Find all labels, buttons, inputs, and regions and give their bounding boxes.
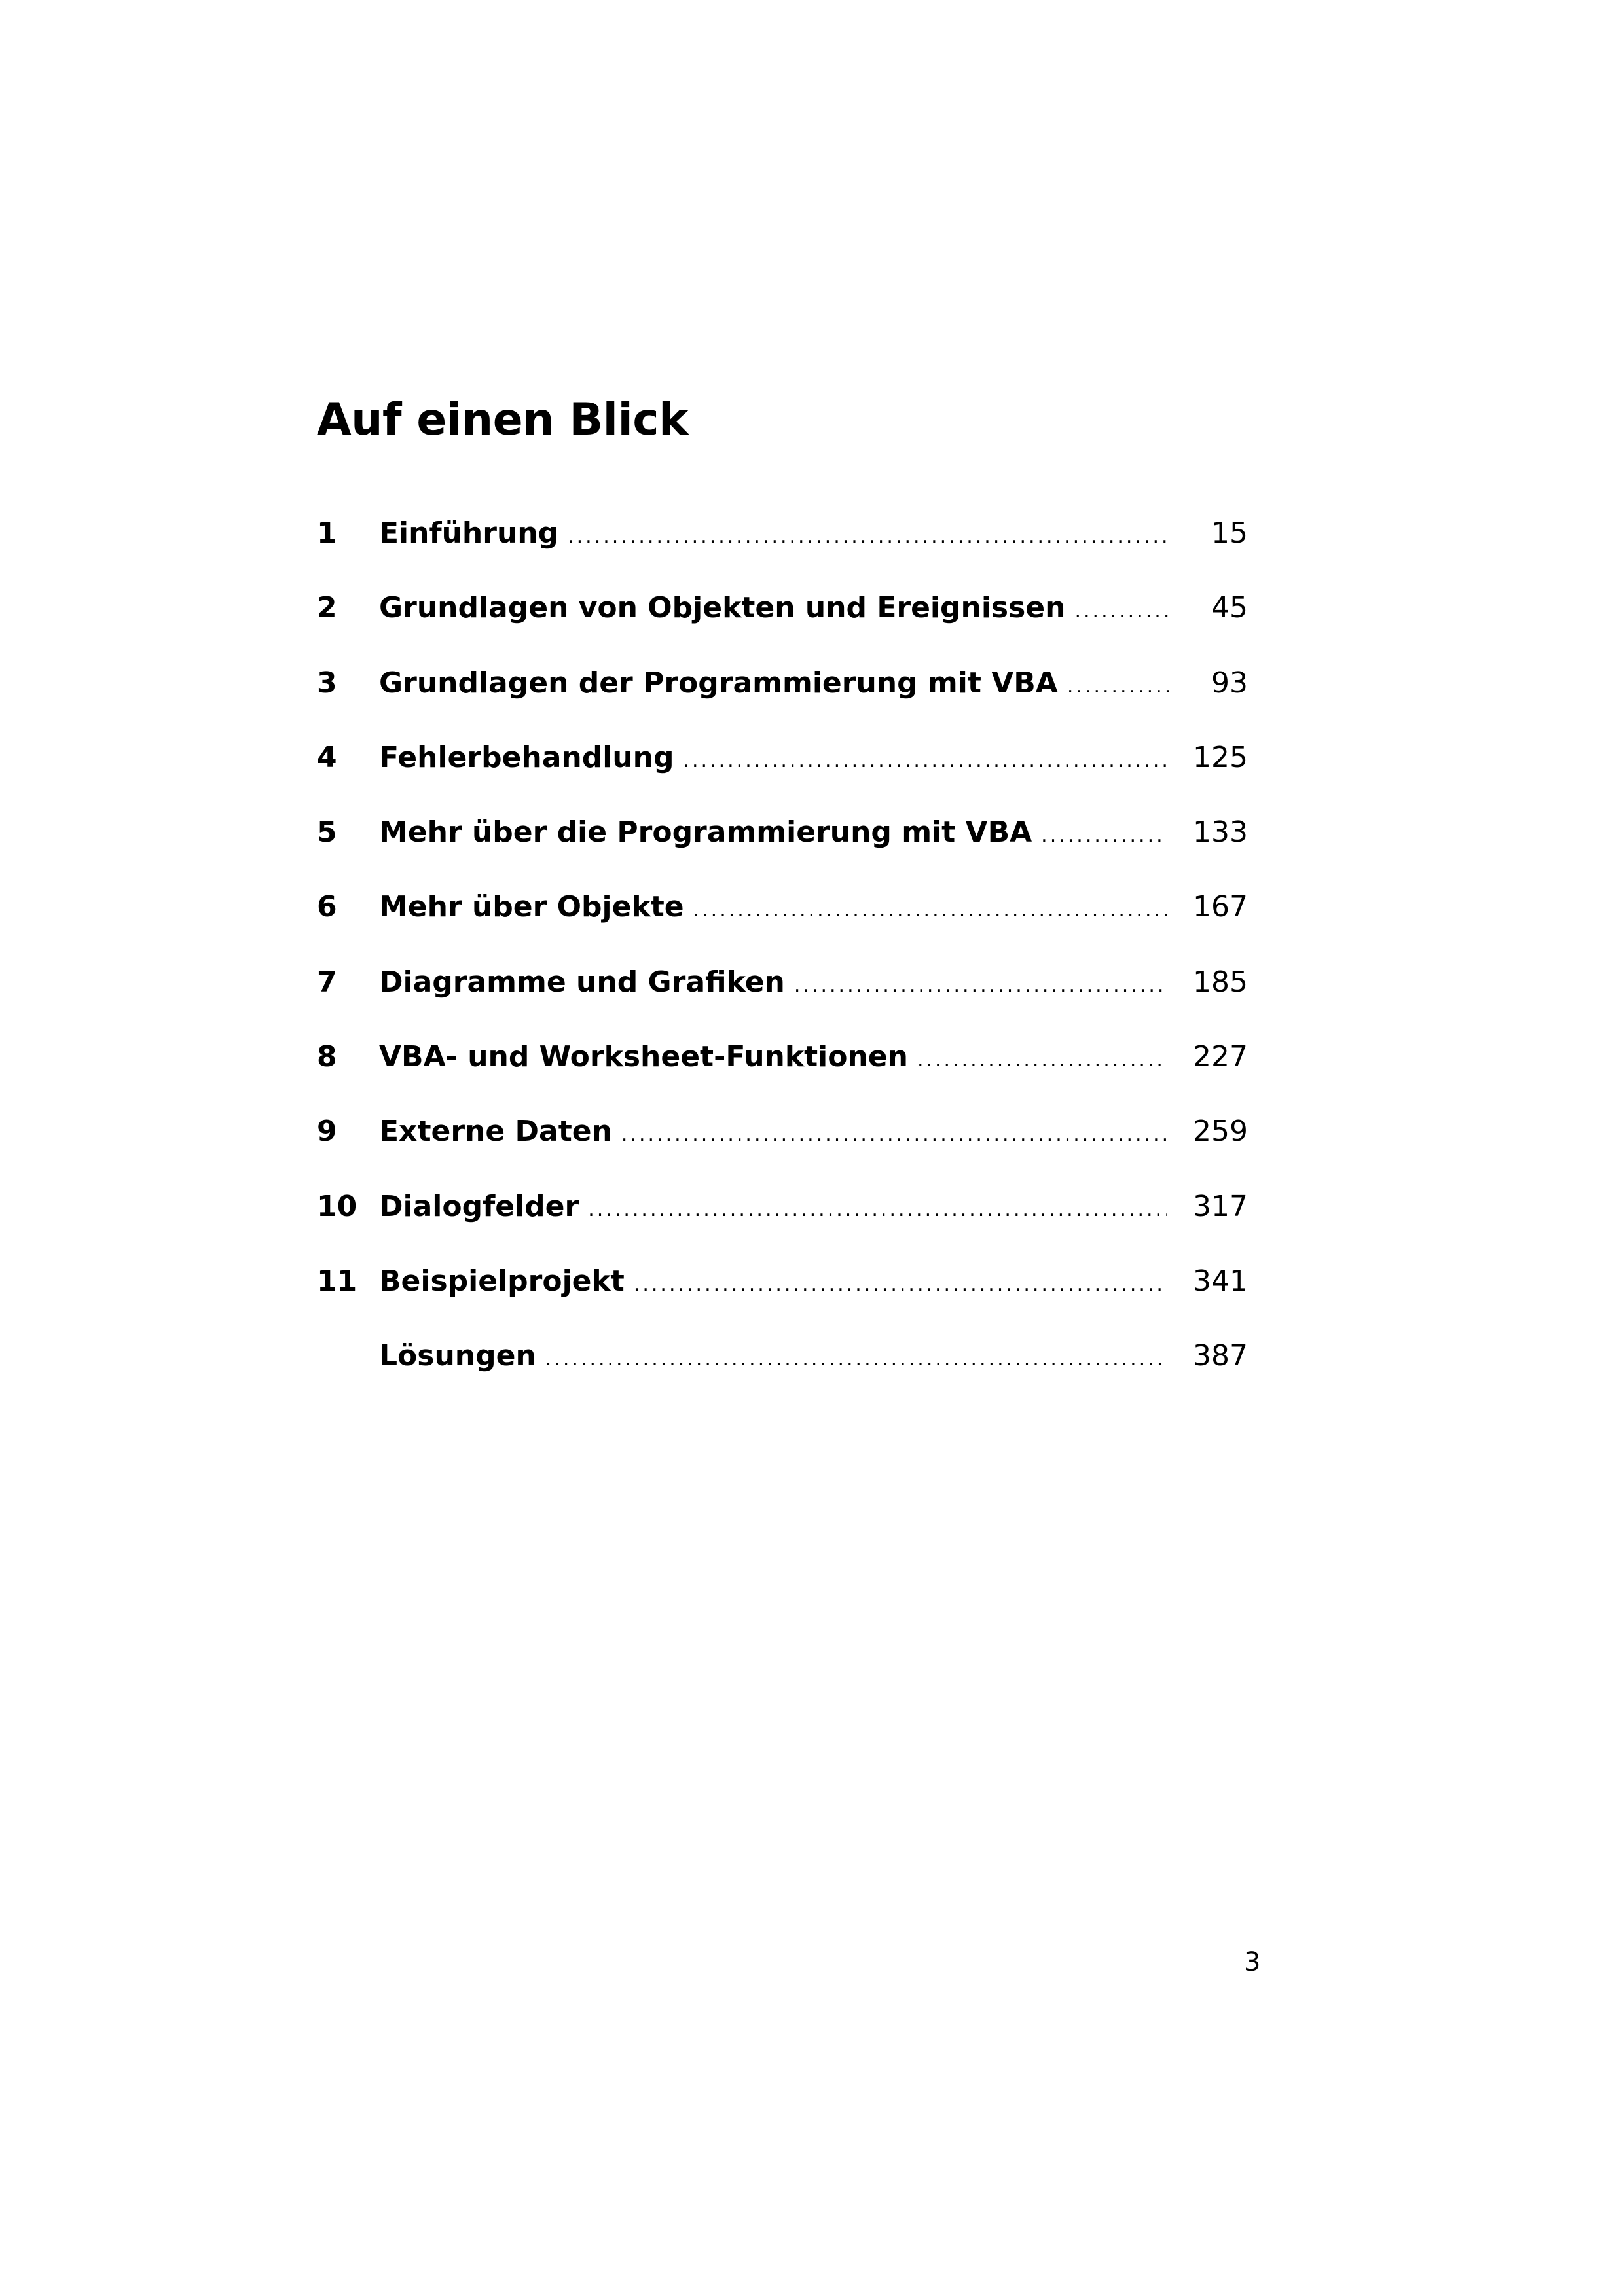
toc-dot-leader	[588, 1191, 1167, 1230]
toc-entry-title: Fehlerbehandlung	[379, 740, 674, 774]
toc-dot-leader	[1074, 592, 1169, 631]
toc-entry-title: Grundlagen der Programmierung mit VBA	[379, 666, 1058, 700]
toc-dot-leader	[1041, 816, 1167, 855]
toc-entry-title: Grundlagen von Objekten und Ereignissen	[379, 591, 1066, 625]
toc-entry-3[interactable]	[317, 664, 1248, 738]
toc-dot-leader	[568, 517, 1169, 556]
toc-entry-number: 6	[317, 890, 337, 924]
toc-entry-solutions[interactable]	[317, 1336, 1248, 1411]
toc-entry-page: 317	[1193, 1189, 1248, 1223]
toc-entry-page: 45	[1211, 591, 1248, 625]
toc-entry-number: 10	[317, 1189, 357, 1223]
toc-entry-1[interactable]	[317, 514, 1248, 588]
toc-entry-page: 125	[1193, 740, 1248, 774]
toc-entry-number: 5	[317, 816, 337, 850]
page-title: Auf einen Blick	[317, 394, 688, 446]
toc-entry-title: Lösungen	[379, 1339, 536, 1373]
toc-entry-title: Mehr über Objekte	[379, 890, 684, 924]
toc-entry-title: VBA- und Worksheet-Funktionen	[379, 1040, 908, 1074]
toc-entry-page: 167	[1193, 890, 1248, 924]
page-number: 3	[1244, 1947, 1261, 1977]
toc-entry-9[interactable]	[317, 1112, 1248, 1187]
toc-entry-number: 3	[317, 666, 337, 700]
toc-entry-page: 387	[1193, 1339, 1248, 1373]
toc-dot-leader	[634, 1265, 1167, 1304]
toc-entry-page: 185	[1193, 965, 1248, 999]
toc-entry-title: Dialogfelder	[379, 1189, 579, 1223]
toc-entry-number: 4	[317, 740, 337, 774]
toc-dot-leader	[917, 1041, 1167, 1080]
toc-entry-5[interactable]	[317, 813, 1248, 888]
toc-dot-leader	[545, 1340, 1167, 1379]
toc-entry-page: 93	[1211, 666, 1248, 700]
toc-entry-page: 133	[1193, 816, 1248, 850]
toc-dot-leader	[621, 1115, 1167, 1155]
toc-entry-number: 1	[317, 516, 337, 550]
toc-dot-leader	[693, 891, 1167, 930]
toc-entry-6[interactable]	[317, 888, 1248, 962]
toc-entry-number: 2	[317, 591, 337, 625]
toc-entry-page: 15	[1211, 516, 1248, 550]
toc-dot-leader	[1067, 667, 1169, 706]
toc-entry-title: Mehr über die Programmierung mit VBA	[379, 816, 1032, 850]
toc-entry-2[interactable]	[317, 588, 1248, 663]
toc-entry-8[interactable]	[317, 1037, 1248, 1112]
toc-entry-title: Externe Daten	[379, 1115, 612, 1149]
toc-entry-10[interactable]	[317, 1187, 1248, 1262]
toc-entry-title: Diagramme und Grafiken	[379, 965, 785, 999]
toc-entry-title: Beispielprojekt	[379, 1264, 625, 1298]
toc-entry-11[interactable]	[317, 1262, 1248, 1336]
toc-entry-page: 259	[1193, 1115, 1248, 1149]
toc-dot-leader	[794, 966, 1167, 1005]
toc-entry-number: 8	[317, 1040, 337, 1074]
toc-entry-number: 7	[317, 965, 337, 999]
toc-entry-number: 11	[317, 1264, 357, 1298]
toc-entry-page: 341	[1193, 1264, 1248, 1298]
toc-entry-7[interactable]	[317, 963, 1248, 1037]
toc-entry-number: 9	[317, 1115, 337, 1149]
toc-entry-page: 227	[1193, 1040, 1248, 1074]
toc-entry-4[interactable]	[317, 738, 1248, 813]
table-of-contents	[317, 514, 1248, 1412]
toc-entry-title: Einführung	[379, 516, 559, 550]
toc-dot-leader	[683, 742, 1167, 781]
